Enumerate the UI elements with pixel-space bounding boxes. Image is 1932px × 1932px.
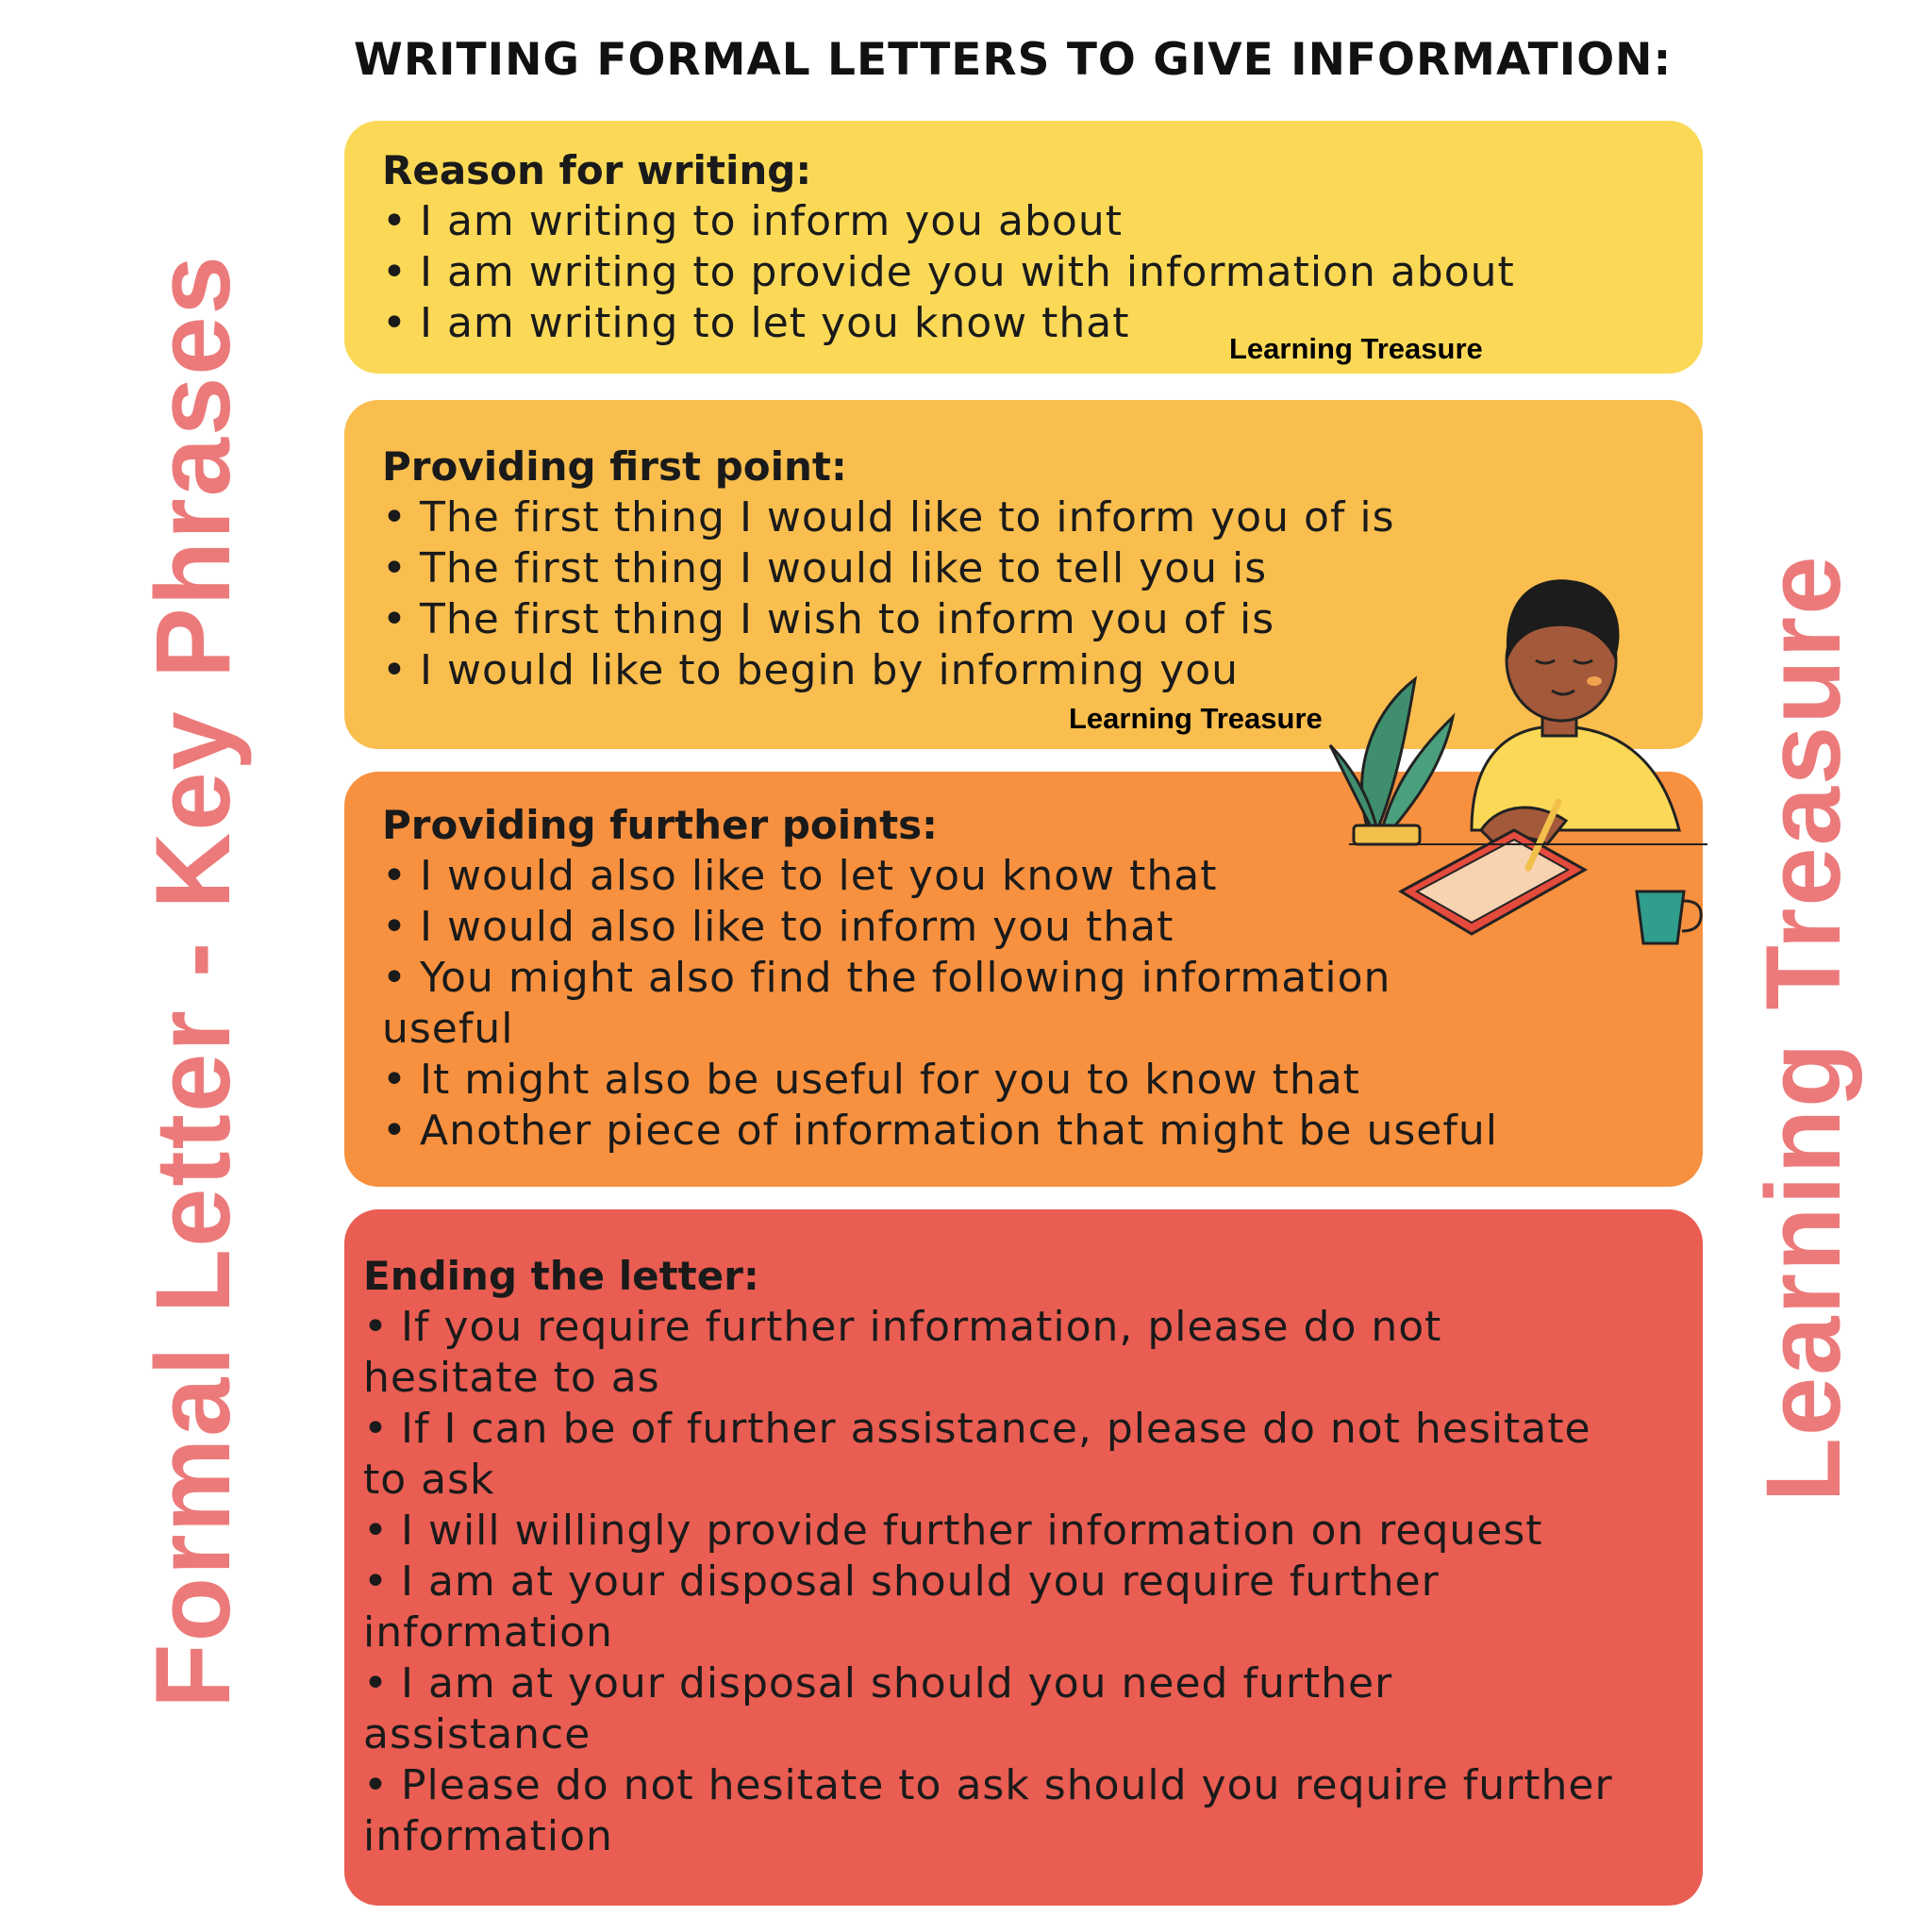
- list-item-text: I am at your disposal should you require further information: [363, 1557, 1440, 1657]
- list-item-text: I would like to begin by informing you: [420, 646, 1240, 694]
- list-item: [363, 1658, 1590, 1760]
- card-title: Reason for writing:: [382, 147, 812, 193]
- watermark-text: Learning Treasure: [1229, 332, 1483, 365]
- list-item-text: I am writing to let you know that: [420, 299, 1130, 347]
- list-item: [363, 1557, 1618, 1658]
- page-title: WRITING FORMAL LETTERS TO GIVE INFORMATION:: [354, 34, 1673, 86]
- list-item-text: I am at your disposal should you need further assistance: [363, 1659, 1393, 1758]
- bullet-icon: •: [382, 197, 408, 245]
- list-item: [382, 196, 1703, 247]
- bullet-icon: •: [363, 1303, 389, 1351]
- list-item-text: If I can be of further assistance, please do not hesitate to ask: [363, 1405, 1591, 1504]
- bullet-icon: •: [382, 1056, 408, 1104]
- girl-writing-illustration: [1311, 519, 1707, 972]
- phrase-list: [382, 196, 1703, 349]
- list-item-text: I am writing to inform you about: [420, 197, 1123, 245]
- list-item: [363, 1760, 1627, 1862]
- list-item-text: If you require further information, please do not hesitate to as: [363, 1303, 1442, 1402]
- list-item-text: I would also like to inform you that: [420, 903, 1174, 951]
- list-item-text: I would also like to let you know that: [420, 852, 1218, 900]
- list-item: [363, 1302, 1618, 1404]
- list-item: [363, 1506, 1684, 1557]
- list-item-text: You might also find the following information useful: [382, 954, 1391, 1053]
- bullet-icon: •: [382, 544, 408, 592]
- list-item-text: The first thing I would like to tell you is: [420, 544, 1268, 592]
- card-title: Providing first point:: [382, 443, 847, 490]
- list-item-text: I will willingly provide further information on request: [401, 1507, 1543, 1555]
- list-item-text: Please do not hesitate to ask should you require further information: [363, 1761, 1613, 1860]
- list-item: [382, 1106, 1703, 1157]
- list-item-text: Another piece of information that might be useful: [420, 1107, 1498, 1155]
- coffee-cup-icon: [1637, 891, 1701, 943]
- bullet-icon: •: [363, 1507, 389, 1555]
- bullet-icon: •: [382, 852, 408, 900]
- list-item-text: The first thing I would like to inform you of is: [420, 493, 1395, 541]
- side-title-left: Formal Letter - Key Phrases: [134, 254, 252, 1708]
- watermark-text: Learning Treasure: [1069, 702, 1323, 735]
- bullet-icon: •: [382, 646, 408, 694]
- bullet-icon: •: [382, 248, 408, 296]
- bullet-icon: •: [382, 954, 408, 1002]
- bullet-icon: •: [382, 1107, 408, 1155]
- list-item: [363, 1404, 1599, 1506]
- bullet-icon: •: [363, 1557, 389, 1606]
- bullet-icon: •: [382, 493, 408, 541]
- card-title: Providing further points:: [382, 802, 938, 848]
- bullet-icon: •: [363, 1659, 389, 1707]
- plant-icon: [1330, 679, 1453, 844]
- phrase-list: [363, 1302, 1703, 1862]
- card-ending-the-letter: [344, 1209, 1703, 1906]
- list-item-text: I am writing to provide you with information about: [420, 248, 1515, 296]
- card-title: Ending the letter:: [363, 1253, 759, 1299]
- card-reason-for-writing: [344, 121, 1703, 374]
- list-item: [382, 247, 1703, 298]
- bullet-icon: •: [363, 1761, 389, 1809]
- list-item-text: The first thing I wish to inform you of is: [420, 595, 1275, 643]
- list-item: [382, 298, 1703, 349]
- bullet-icon: •: [363, 1405, 389, 1453]
- list-item-text: It might also be useful for you to know that: [420, 1056, 1360, 1104]
- list-item: [382, 1055, 1703, 1106]
- notebook-icon: [1401, 830, 1585, 934]
- side-title-right: Learning Treasure: [1744, 554, 1862, 1503]
- bullet-icon: •: [382, 595, 408, 643]
- bullet-icon: •: [382, 299, 408, 347]
- bullet-icon: •: [382, 903, 408, 951]
